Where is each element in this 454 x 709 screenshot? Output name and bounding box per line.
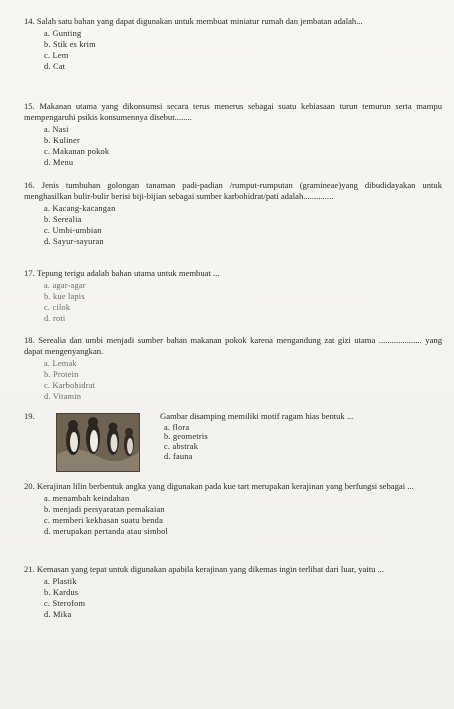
question-20 — [24, 481, 442, 537]
question-16 — [24, 180, 442, 247]
option-d[interactable]: d. Mika — [44, 609, 72, 619]
question-stem: Kemasan yang tepat untuk digunakan apabila kerajinan yang dikemas ingin terlihat dari luar, yaitu ... — [36, 564, 385, 574]
options-list — [44, 358, 442, 402]
option-c[interactable]: c. Lem — [44, 50, 69, 60]
option-b[interactable]: b. Kardus — [44, 587, 79, 597]
option-c[interactable]: c. cilok — [44, 302, 71, 312]
option-a[interactable]: a. Plastik — [44, 576, 77, 586]
question-number: 20. — [24, 481, 35, 491]
option-d[interactable]: d. Vitamin — [44, 391, 82, 401]
question-14 — [24, 16, 442, 72]
question-number: 19. — [24, 411, 35, 421]
option-b[interactable]: b. Stik es krim — [44, 39, 96, 49]
option-c[interactable]: c. Karbohidrat — [44, 380, 96, 390]
options-list — [44, 203, 442, 247]
options-list — [44, 280, 442, 324]
option-a[interactable]: a. Gunting — [44, 28, 82, 38]
options-list — [44, 28, 442, 72]
question-stem: Tepung terigu adalah bahan utama untuk membuat ... — [36, 268, 220, 278]
option-b[interactable]: b. Serealia — [44, 214, 82, 224]
options-list — [44, 124, 442, 168]
option-b[interactable]: b. Protein — [44, 369, 79, 379]
option-d[interactable]: d. Cat — [44, 61, 66, 71]
option-c[interactable]: c. memberi kekhasan suatu benda — [44, 515, 163, 525]
option-a[interactable]: a. flora — [164, 422, 190, 432]
option-a[interactable]: a. Kacang-kacangan — [44, 203, 116, 213]
option-b[interactable]: b. kue lapis — [44, 291, 85, 301]
option-b[interactable]: b. Kuliner — [44, 135, 80, 145]
options-list — [44, 493, 442, 537]
question-stem: Serealia dan umbi menjadi sumber bahan makanan pokok karena mengandung zat gizi utama .................... yang dapat mengenyangkan. — [24, 335, 442, 356]
penguin-motif-illustration — [57, 414, 139, 471]
option-a[interactable]: a. agar-agar — [44, 280, 86, 290]
option-a[interactable]: a. Lemak — [44, 358, 77, 368]
question-15 — [24, 101, 442, 168]
question-number: 18. — [24, 335, 35, 345]
question-17 — [24, 268, 442, 324]
question-number: 17. — [24, 268, 35, 278]
question-21 — [24, 564, 442, 620]
question-19 — [24, 411, 442, 471]
option-c[interactable]: c. Makanan pokok — [44, 146, 110, 156]
question-stem: Kerajinan lilin berbentuk angka yang digunakan pada kue tart merupakan kerajinan yang berfungsi sebagai ... — [36, 481, 414, 491]
option-d[interactable]: d. Menu — [44, 157, 74, 167]
question-number: 14. — [24, 16, 35, 26]
option-c[interactable]: c. Umbi-umbian — [44, 225, 102, 235]
question-stem: Jenis tumbuhan golongan tanaman padi-padian /rumput-rumputan (gramineae)yang dibudidayakan untuk menghasilkan bulir-bulir berisi biji-bijian sebagai sumber karbohidrat/pati adalah.............. — [24, 180, 442, 201]
question-stem: Salah satu bahan yang dapat digunakan untuk membuat miniatur rumah dan jembatan adalah... — [36, 16, 363, 26]
option-d[interactable]: d. merupakan pertanda atau simbol — [44, 526, 169, 536]
question-number: 21. — [24, 564, 35, 574]
question-stem: Gambar disamping memiliki motif ragam hias bentuk ... — [160, 411, 354, 421]
option-a[interactable]: a. menambah keindahan — [44, 493, 130, 503]
option-c[interactable]: c. Sterofom — [44, 598, 86, 608]
option-b[interactable]: b. geometris — [164, 432, 208, 442]
option-a[interactable]: a. Nasi — [44, 124, 69, 134]
option-d[interactable]: d. roti — [44, 313, 66, 323]
question-number: 16. — [24, 180, 35, 190]
question-18 — [24, 335, 442, 402]
option-b[interactable]: b. menjadi persyaratan pemakaian — [44, 504, 165, 514]
question-stem: Makanan utama yang dikonsumsi secara terus menerus sebagai suatu kebiasaan turun temurun serta mampu mempengaruhi psikis konsumennya disebut........ — [24, 101, 442, 122]
options-list — [164, 423, 440, 461]
option-d[interactable]: d. fauna — [164, 451, 193, 461]
motif-image — [56, 413, 140, 472]
options-list — [44, 576, 442, 620]
option-d[interactable]: d. Sayur-sayuran — [44, 236, 104, 246]
option-c[interactable]: c. abstrak — [164, 441, 199, 451]
question-number: 15. — [24, 101, 35, 111]
